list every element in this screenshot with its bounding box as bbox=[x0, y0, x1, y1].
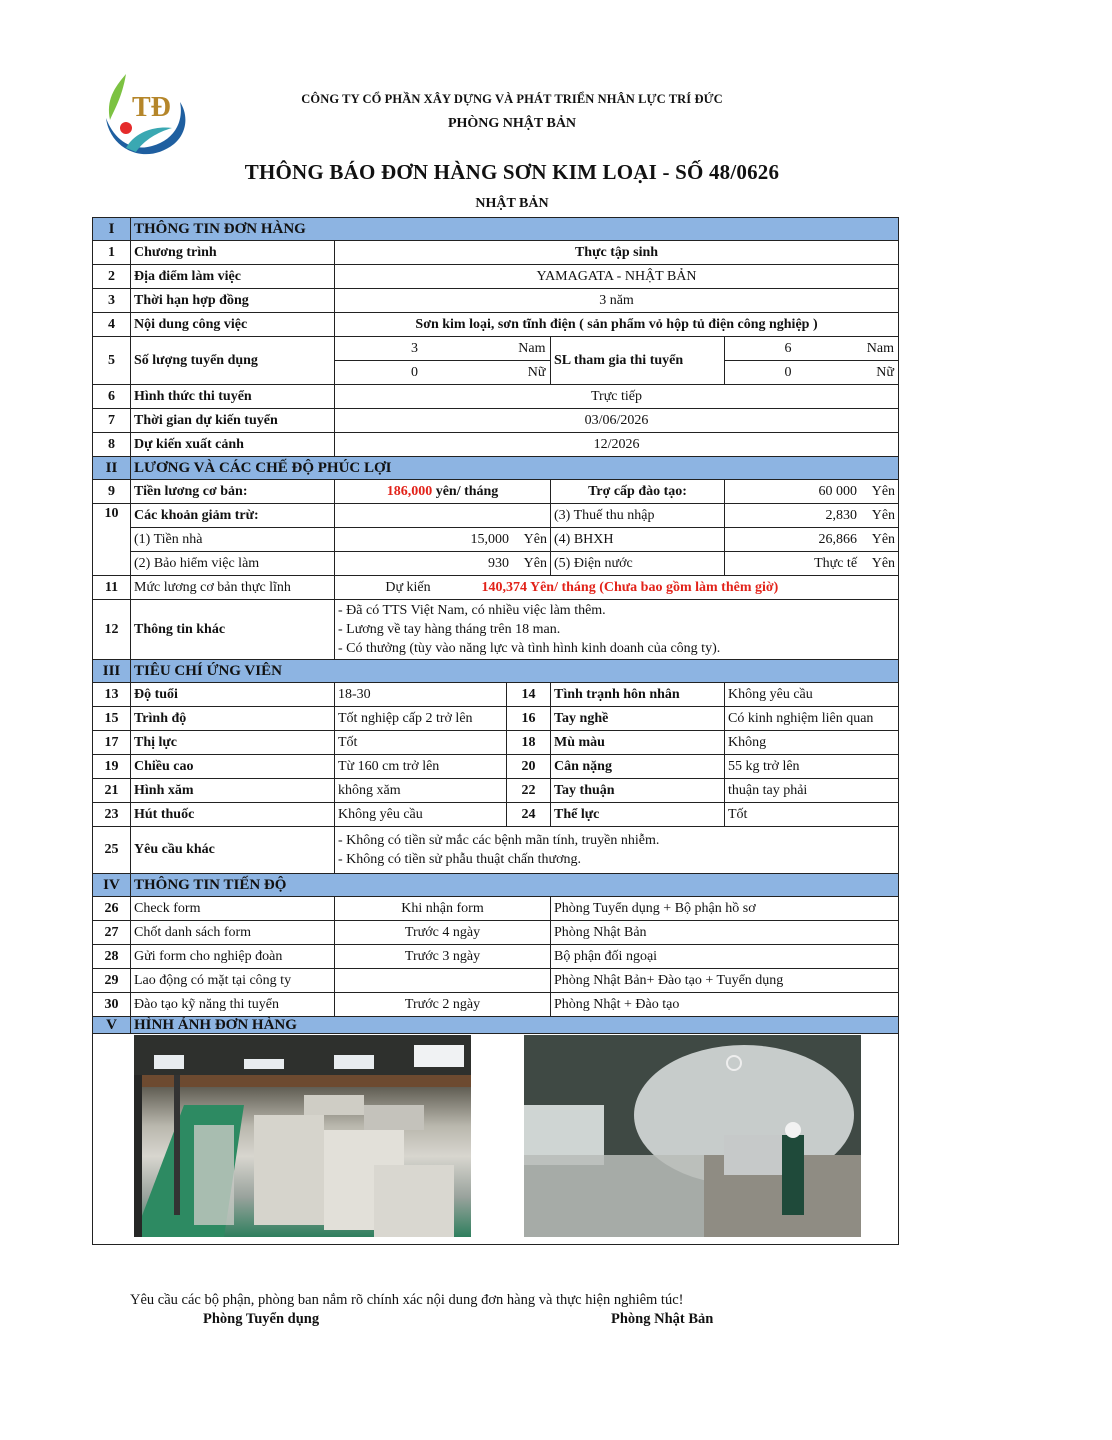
table-row: 28 Gửi form cho nghiệp đoàn Trước 3 ngày Bộ phận đối ngoại bbox=[93, 945, 899, 969]
table-row: 19 Chiều cao Từ 160 cm trở lên 20 Cân nặng 55 kg trở lên bbox=[93, 755, 899, 779]
deduction-value: 930 Yên bbox=[335, 552, 551, 576]
table-row: 27 Chốt danh sách form Trước 4 ngày Phòng Nhật Bản bbox=[93, 921, 899, 945]
section-header-5: V HÌNH ẢNH ĐƠN HÀNG bbox=[93, 1017, 899, 1034]
exam-female: 0 Nữ bbox=[725, 361, 899, 385]
table-row: 9 Tiền lương cơ bản: 186,000 yên/ tháng Trợ cấp đào tạo: 60 000 Yên bbox=[93, 480, 899, 504]
section-title: TIÊU CHÍ ỨNG VIÊN bbox=[131, 660, 899, 683]
table-row: 13 Độ tuổi 18-30 14 Tình trạnh hôn nhân Không yêu cầu bbox=[93, 683, 899, 707]
table-row: 12 Thông tin khác - Đã có TTS Việt Nam, có nhiều việc làm thêm. - Lương về tay hàng tháng trên 18 man. - Có thưởng (tùy vào năng lực và tình hình kinh doanh của công ty). bbox=[93, 600, 899, 660]
row-label: Số lượng tuyển dụng bbox=[131, 337, 335, 385]
table-row: 4 Nội dung công việc Sơn kim loại, sơn tĩnh điện ( sản phẩm vỏ hộp tủ điện công nghiệp ) bbox=[93, 313, 899, 337]
company-name: CÔNG TY CỔ PHẦN XÂY DỰNG VÀ PHÁT TRIỂN NHÂN LỰC TRÍ ĐỨC bbox=[301, 92, 723, 106]
training-allowance-value: 60 000 Yên bbox=[725, 480, 899, 504]
deduction-label: (2) Bảo hiểm việc làm bbox=[131, 552, 335, 576]
table-row: 17 Thị lực Tốt 18 Mù màu Không bbox=[93, 731, 899, 755]
order-table bbox=[92, 217, 899, 1245]
recruit-male: 3 Nam bbox=[335, 337, 551, 361]
table-row bbox=[93, 552, 899, 576]
other-req-value: - Không có tiền sử mắc các bệnh mãn tính, truyền nhiễm. - Không có tiền sử phẫu thuật chấn thương. bbox=[335, 827, 899, 874]
row-label: Tiền lương cơ bản: bbox=[131, 480, 335, 504]
footer-note: Yêu cầu các bộ phận, phòng ban nắm rõ chính xác nội dung đơn hàng và thực hiện nghiêm túc! bbox=[130, 1292, 684, 1308]
row-label: Hình thức thi tuyển bbox=[131, 385, 335, 409]
row-value: 03/06/2026 bbox=[335, 409, 899, 433]
deduction-value: 26,866 Yên bbox=[725, 528, 899, 552]
row-label: Địa điểm làm việc bbox=[131, 265, 335, 289]
table-row: 29 Lao động có mặt tại công ty Phòng Nhật Bản+ Đào tạo + Tuyển dụng bbox=[93, 969, 899, 993]
order-photo-worker bbox=[524, 1035, 861, 1237]
row-label: Chương trình bbox=[131, 241, 335, 265]
row-value: 12/2026 bbox=[335, 433, 899, 457]
table-row: 2 Địa điểm làm việc YAMAGATA - NHẬT BẢN bbox=[93, 265, 899, 289]
section-header-2: II LƯƠNG VÀ CÁC CHẾ ĐỘ PHÚC LỢI bbox=[93, 457, 899, 480]
table-row: 6 Hình thức thi tuyển Trực tiếp bbox=[93, 385, 899, 409]
section-title: THÔNG TIN TIẾN ĐỘ bbox=[131, 874, 899, 897]
table-row: 10 Các khoản giảm trừ: (3) Thuế thu nhập 2,830 Yên bbox=[93, 504, 899, 528]
table-row bbox=[93, 528, 899, 552]
row-label: Thời hạn hợp đồng bbox=[131, 289, 335, 313]
table-row: 23 Hút thuốc Không yêu cầu 24 Thể lực Tốt bbox=[93, 803, 899, 827]
training-allowance-label: Trợ cấp đào tạo: bbox=[551, 480, 725, 504]
section-header-3: III TIÊU CHÍ ỨNG VIÊN bbox=[93, 660, 899, 683]
table-row: 3 Thời hạn hợp đồng 3 năm bbox=[93, 289, 899, 313]
basic-salary-value: 186,000 yên/ tháng bbox=[335, 480, 551, 504]
table-row: 25 Yêu cầu khác - Không có tiền sử mắc các bệnh mãn tính, truyền nhiễm. - Không có tiền sử phẫu thuật chấn thương. bbox=[93, 827, 899, 874]
table-row: 8 Dự kiến xuất cảnh 12/2026 bbox=[93, 433, 899, 457]
signature-recruitment: Phòng Tuyển dụng bbox=[203, 1311, 320, 1327]
table-row: 15 Trình độ Tốt nghiệp cấp 2 trở lên 16 Tay nghề Có kinh nghiệm liên quan bbox=[93, 707, 899, 731]
row-value: Thực tập sinh bbox=[335, 241, 899, 265]
row-label: Mức lương cơ bản thực lĩnh bbox=[131, 576, 335, 600]
page-title: THÔNG BÁO ĐƠN HÀNG SƠN KIM LOẠI - SỐ 48/0626 bbox=[244, 160, 780, 184]
signature-japan-dept: Phòng Nhật Bản bbox=[611, 1311, 714, 1327]
exam-count-label: SL tham gia thi tuyển bbox=[551, 337, 725, 385]
page-subtitle: NHẬT BẢN bbox=[475, 196, 549, 211]
photo-row bbox=[93, 1034, 899, 1245]
row-label: Nội dung công việc bbox=[131, 313, 335, 337]
row-value: 3 năm bbox=[335, 289, 899, 313]
section-title: HÌNH ẢNH ĐƠN HÀNG bbox=[131, 1017, 899, 1034]
row-label: Dự kiến xuất cảnh bbox=[131, 433, 335, 457]
deduction-label: (5) Điện nước bbox=[551, 552, 725, 576]
row-label: Các khoản giảm trừ: bbox=[131, 504, 335, 528]
table-row: 21 Hình xăm không xăm 22 Tay thuận thuận tay phải bbox=[93, 779, 899, 803]
table-row: 1 Chương trình Thực tập sinh bbox=[93, 241, 899, 265]
deduction-label: (1) Tiền nhà bbox=[131, 528, 335, 552]
row-value: YAMAGATA - NHẬT BẢN bbox=[335, 265, 899, 289]
table-row: 5 Số lượng tuyển dụng 3 Nam SL tham gia thi tuyển 6 Nam bbox=[93, 337, 899, 361]
section-header-1: I THÔNG TIN ĐƠN HÀNG bbox=[93, 218, 899, 241]
row-value: Sơn kim loại, sơn tĩnh điện ( sản phẩm vỏ hộp tủ điện công nghiệp ) bbox=[335, 313, 899, 337]
deduction-value: 2,830 Yên bbox=[725, 504, 899, 528]
deduction-label: (4) BHXH bbox=[551, 528, 725, 552]
section-title: LƯƠNG VÀ CÁC CHẾ ĐỘ PHÚC LỢI bbox=[131, 457, 899, 480]
department-name: PHÒNG NHẬT BẢN bbox=[447, 116, 577, 131]
row-label: Thông tin khác bbox=[131, 600, 335, 660]
order-photo-factory bbox=[134, 1035, 471, 1237]
svg-text:TĐ: TĐ bbox=[132, 92, 171, 123]
net-salary-value: Dự kiến 140,374 Yên/ tháng (Chưa bao gồm làm thêm giờ) bbox=[335, 576, 899, 600]
table-row: 11 Mức lương cơ bản thực lĩnh Dự kiến 140,374 Yên/ tháng (Chưa bao gồm làm thêm giờ) bbox=[93, 576, 899, 600]
section-title: THÔNG TIN ĐƠN HÀNG bbox=[131, 218, 899, 241]
row-label: Yêu cầu khác bbox=[131, 827, 335, 874]
recruit-female: 0 Nữ bbox=[335, 361, 551, 385]
deduction-label: (3) Thuế thu nhập bbox=[551, 504, 725, 528]
table-row: 26 Check form Khi nhận form Phòng Tuyển dụng + Bộ phận hồ sơ bbox=[93, 897, 899, 921]
section-header-4: IV THÔNG TIN TIẾN ĐỘ bbox=[93, 874, 899, 897]
deduction-value: Thực tế Yên bbox=[725, 552, 899, 576]
table-row: 30 Đào tạo kỹ năng thi tuyển Trước 2 ngày Phòng Nhật + Đào tạo bbox=[93, 993, 899, 1017]
other-info-value: - Đã có TTS Việt Nam, có nhiều việc làm thêm. - Lương về tay hàng tháng trên 18 man. - Có thưởng (tùy vào năng lực và tình hình kinh doanh của công ty). bbox=[335, 600, 899, 660]
deduction-value: 15,000 Yên bbox=[335, 528, 551, 552]
exam-male: 6 Nam bbox=[725, 337, 899, 361]
table-row: 7 Thời gian dự kiến tuyển 03/06/2026 bbox=[93, 409, 899, 433]
row-label: Thời gian dự kiến tuyển bbox=[131, 409, 335, 433]
row-value: Trực tiếp bbox=[335, 385, 899, 409]
